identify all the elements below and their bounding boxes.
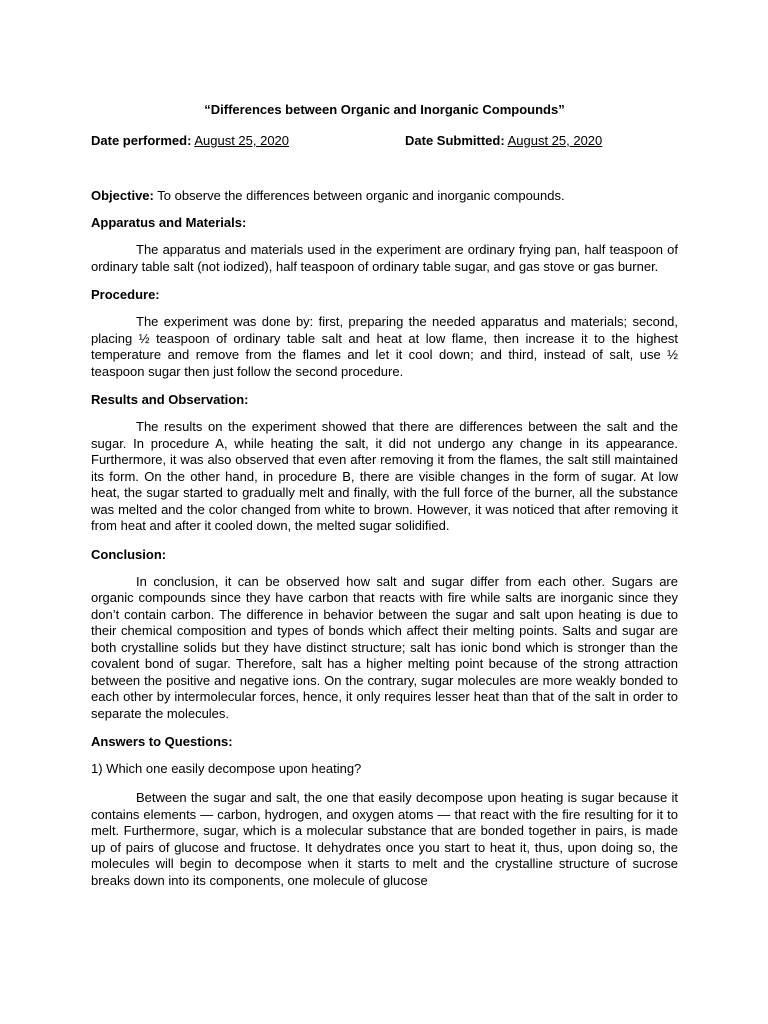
answer-1-paragraph: Between the sugar and salt, the one that easily decompose upon heating is sugar because it contains elements — carbon, hydrogen, and oxygen atoms — that react with the fire resulting for it to melt. Furthermore, sugar, which is a molecular substance that are bonded together in pairs, is made up of pairs of glucose and fructose. It dehydrates once you start to heat it, thus, upon doing so, the molecules will begin to decompose when it starts to melt and the crystalline structure of sucrose breaks down into its components, one molecule of glucose [91,790,678,888]
date-submitted-label: Date Submitted: [405,133,505,148]
date-performed [91,133,289,149]
date-submitted [405,133,602,149]
document-content [91,102,678,901]
date-submitted-value: August 25, 2020 [507,133,603,148]
results-heading: Results and Observation: [91,392,249,407]
document-title: “Differences between Organic and Inorganic Compounds” [204,102,565,117]
objective [91,188,678,204]
results-paragraph: The results on the experiment showed that there are differences between the salt and the sugar. In procedure A, while heating the salt, it did not undergo any change in its appearance. Furthermore, it was also observed that even after removing it from the flames, the salt still maintained its form. On the other hand, in procedure B, there are visible changes in the form of sugar. At low heat, the sugar started to gradually melt and finally, with the full force of the burner, all the substance was melted and the color changed from white to brown. However, it was noticed that after removing it from heat and after it cooled down, the melted sugar solidified. [91,419,678,533]
procedure-heading: Procedure: [91,287,160,302]
apparatus-heading: Apparatus and Materials: [91,215,247,230]
procedure-paragraph: The experiment was done by: first, preparing the needed apparatus and materials; second, placing ½ teaspoon of ordinary table salt and heat at low flame, then increase it to the highest temperature and remove from the flames and let it cool down; and third, instead of salt, use ½ teaspoon sugar then just follow the second procedure. [91,314,678,379]
apparatus-paragraph: The apparatus and materials used in the experiment are ordinary frying pan, half teaspoon of ordinary table salt (not iodized), half teaspoon of ordinary table sugar, and gas stove or gas burner. [91,242,678,274]
answers-heading: Answers to Questions: [91,734,233,749]
conclusion-heading: Conclusion: [91,546,167,562]
date-performed-value: August 25, 2020 [194,133,290,148]
question-1: 1) Which one easily decompose upon heating? [91,761,362,776]
conclusion-paragraph: In conclusion, it can be observed how salt and sugar differ from each other. Sugars are organic compounds since they have carbon that reacts with fire while salts are inorganic since they don’t contain carbon. The difference in behavior between the sugar and salt upon heating is due to their chemical composition and types of bonds which affect their melting points. Salts and sugar are both crystalline solids but they have distinct structure; salt has ionic bond which is stronger than the covalent bond of sugar. Therefore, salt has a higher melting point because of the strong attraction between the positive and negative ions. On the contrary, sugar molecules are more weakly bonded to each other by intermolecular forces, hence, it only requires lesser heat than that of the salt in order to separate the molecules. [91,573,678,721]
objective-label: Objective: [91,188,154,203]
dates-row [91,133,678,149]
date-performed-label: Date performed: [91,133,192,148]
objective-text: To observe the differences between organic and inorganic compounds. [157,188,565,203]
